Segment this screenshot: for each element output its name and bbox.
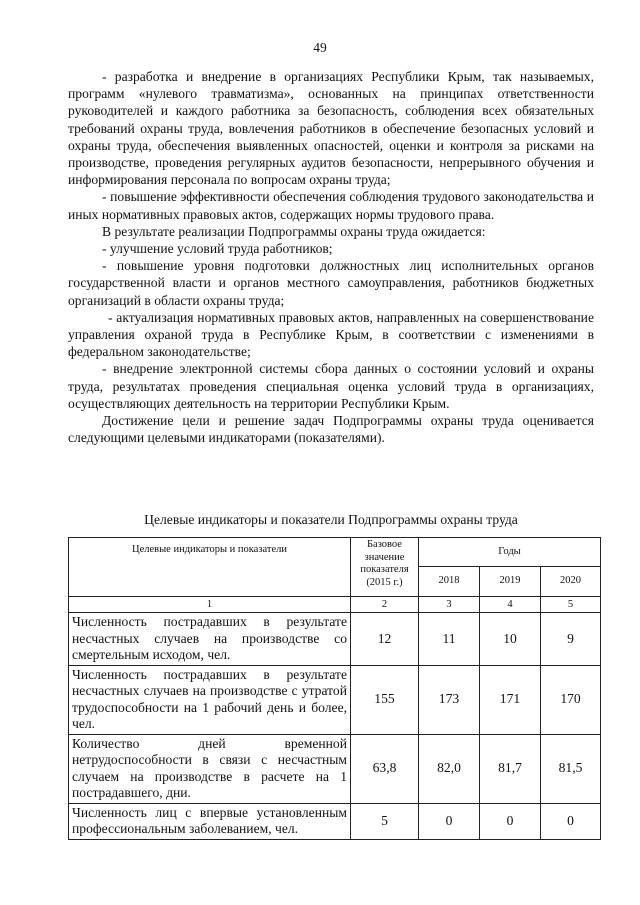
indicator-label: Численность пострадавших в результате несчастных случаев на производстве с утратой трудоспособности на 1 рабочий день и более, чел. (69, 665, 351, 734)
base-value: 12 (351, 613, 419, 666)
paragraph: - повышение уровня подготовки должностных лиц исполнительных органов государственной власти и органов местного самоуправления, работников бюджетных организаций в области охраны труда; (68, 258, 594, 308)
indicator-label: Количество дней временной нетрудоспособности в связи с несчастным случаем на производстве в расчете на 1 пострадавшего, дни. (69, 734, 351, 803)
year-value: 81,7 (480, 734, 541, 803)
header-years: Годы (419, 538, 601, 567)
year-value: 81,5 (541, 734, 601, 803)
year-value: 82,0 (419, 734, 480, 803)
base-value: 5 (351, 803, 419, 839)
indicators-table (68, 537, 601, 840)
header-year: 2020 (541, 567, 601, 597)
header-base-value: Базовое значение показателя (2015 г.) (351, 538, 419, 597)
column-number-row (69, 597, 601, 613)
paragraph: В результате реализации Подпрограммы охраны труда ожидается: (102, 223, 486, 239)
year-value: 0 (419, 803, 480, 839)
table-row (69, 665, 601, 734)
column-number: 2 (351, 597, 419, 613)
year-value: 9 (541, 613, 601, 666)
year-value: 171 (480, 665, 541, 734)
header-year: 2019 (480, 567, 541, 597)
base-value: 63,8 (351, 734, 419, 803)
paragraph: - внедрение электронной системы сбора данных о состоянии условий и охраны труда, результатах проведения специальная оценка условий труда в организациях, осуществляющих деятельность на территории Республики Крым. (68, 361, 594, 411)
column-number: 5 (541, 597, 601, 613)
paragraph: - разработка и внедрение в организациях Республики Крым, так называемых, программ «нулевого травматизма», основанных на принципах ответственности руководителей и каждого работника за безопасность, соблюдения всех обязательных требований охраны труда, вовлечения работников в обеспечение безопасных условий и охраны труда, обеспечения выявленных опасностей, оценки и контроля за рисками на производстве, проведения регулярных аудитов безопасности, непрерывного обучения и информирования персонала по вопросам охраны труда; (68, 69, 594, 188)
page-number: 49 (313, 40, 327, 55)
table-row (69, 734, 601, 803)
header-indicators: Целевые индикаторы и показатели (69, 538, 351, 597)
paragraph: - актуализация нормативных правовых актов, направленных на совершенствование управления охраной труда в Республике Крым, в соответствии с изменениями в федеральном законодательстве; (68, 309, 594, 360)
base-value: 155 (351, 665, 419, 734)
year-value: 11 (419, 613, 480, 666)
body-text (68, 68, 594, 446)
year-value: 0 (541, 803, 601, 839)
paragraph: - улучшение условий труда работников; (102, 241, 333, 257)
year-value: 170 (541, 665, 601, 734)
year-value: 0 (480, 803, 541, 839)
paragraph: Достижение цели и решение задач Подпрограммы охраны труда оценивается следующими целевыми индикаторами (показателями). (68, 413, 594, 446)
indicator-label: Численность пострадавших в результате несчастных случаев на производстве со смертельным исходом, чел. (69, 613, 351, 666)
column-number: 3 (419, 597, 480, 613)
header-year: 2018 (419, 567, 480, 597)
column-number: 1 (69, 597, 351, 613)
paragraph: - повышение эффективности обеспечения соблюдения трудового законодательства и иных нормативных правовых актов, содержащих нормы трудового права. (68, 189, 594, 222)
table-row (69, 803, 601, 839)
year-value: 173 (419, 665, 480, 734)
table-row (69, 613, 601, 666)
year-value: 10 (480, 613, 541, 666)
column-number: 4 (480, 597, 541, 613)
table-caption: Целевые индикаторы и показатели Подпрограммы охраны труда (144, 512, 518, 527)
indicator-label: Численность лиц с впервые установленным профессиональным заболеванием, чел. (69, 803, 351, 839)
